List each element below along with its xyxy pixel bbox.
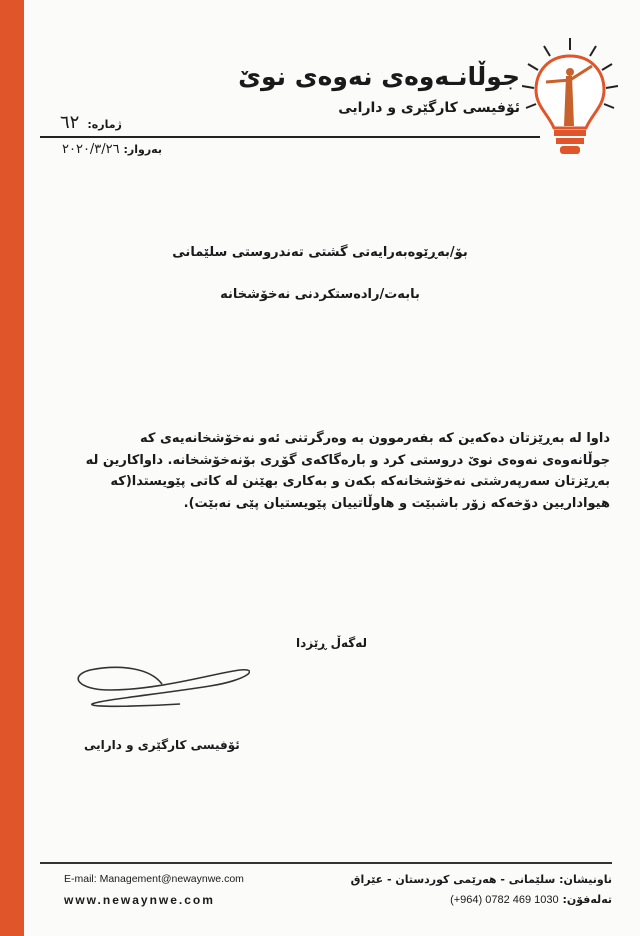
- signer-office: ئۆفیسی کارگێری و دارایی: [84, 738, 240, 752]
- lightbulb-logo-icon: [522, 36, 618, 170]
- letter-body: داوا لە بەڕێزتان دەکەین کە بفەرموون بە وەرگرتنی ئەو نەخۆشخانەیەی کە جوڵانەوەی نەوەی نوێ دروستی کرد و بارەگاکەی گۆڕی بۆنەخۆشخانە. داواکارین لە بەڕێزتان سەرپەرشتی نەخۆشخانەکە بکەن و بەکاری بهێنن لە کاتی پێویستدا(کە هیواداریین دۆخەکە زۆر باشبێت و هاوڵاتییان پێویستیان پێی نەبێت).: [85, 431, 610, 511]
- address-label: ناونیشان:: [559, 873, 612, 886]
- footer-address: [351, 873, 612, 886]
- left-accent-stripe: [0, 0, 24, 936]
- footer-phone: [450, 893, 612, 906]
- footer-website[interactable]: www.newaynwe.com: [64, 893, 215, 907]
- recipient-line: بۆ/بەڕێوەبەرایەتی گشتی تەندروستی سلێمانی: [172, 245, 468, 260]
- letter-number: [60, 112, 122, 133]
- date-value: ٢٠٢٠/٣/٢٦: [62, 142, 120, 157]
- letter-date: [62, 142, 162, 157]
- organization-name: جوڵانـەوەی نەوەی نوێ: [238, 62, 520, 91]
- signature-icon: [70, 650, 250, 714]
- subject-line: بابەت/رادەستکردنی نەخۆشخانە: [220, 287, 420, 302]
- date-label: بەروار:: [123, 143, 162, 156]
- number-label: ژمارە:: [87, 118, 122, 131]
- address-value: سلێمانی - هەرێمی کوردستان - عێراق: [350, 873, 556, 886]
- header-divider: [40, 136, 540, 138]
- footer-divider: [40, 862, 612, 864]
- closing: لەگەڵ ڕێزدا: [296, 636, 368, 650]
- phone-value: (+964) 0782 469 1030: [450, 894, 559, 906]
- phone-label: تەلەفۆن:: [562, 893, 612, 906]
- number-value: ٦٢: [60, 112, 80, 133]
- office-name: ئۆفیسی کارگێری و دارایی: [338, 100, 520, 116]
- footer-email[interactable]: E-mail: Management@newaynwe.com: [64, 873, 244, 885]
